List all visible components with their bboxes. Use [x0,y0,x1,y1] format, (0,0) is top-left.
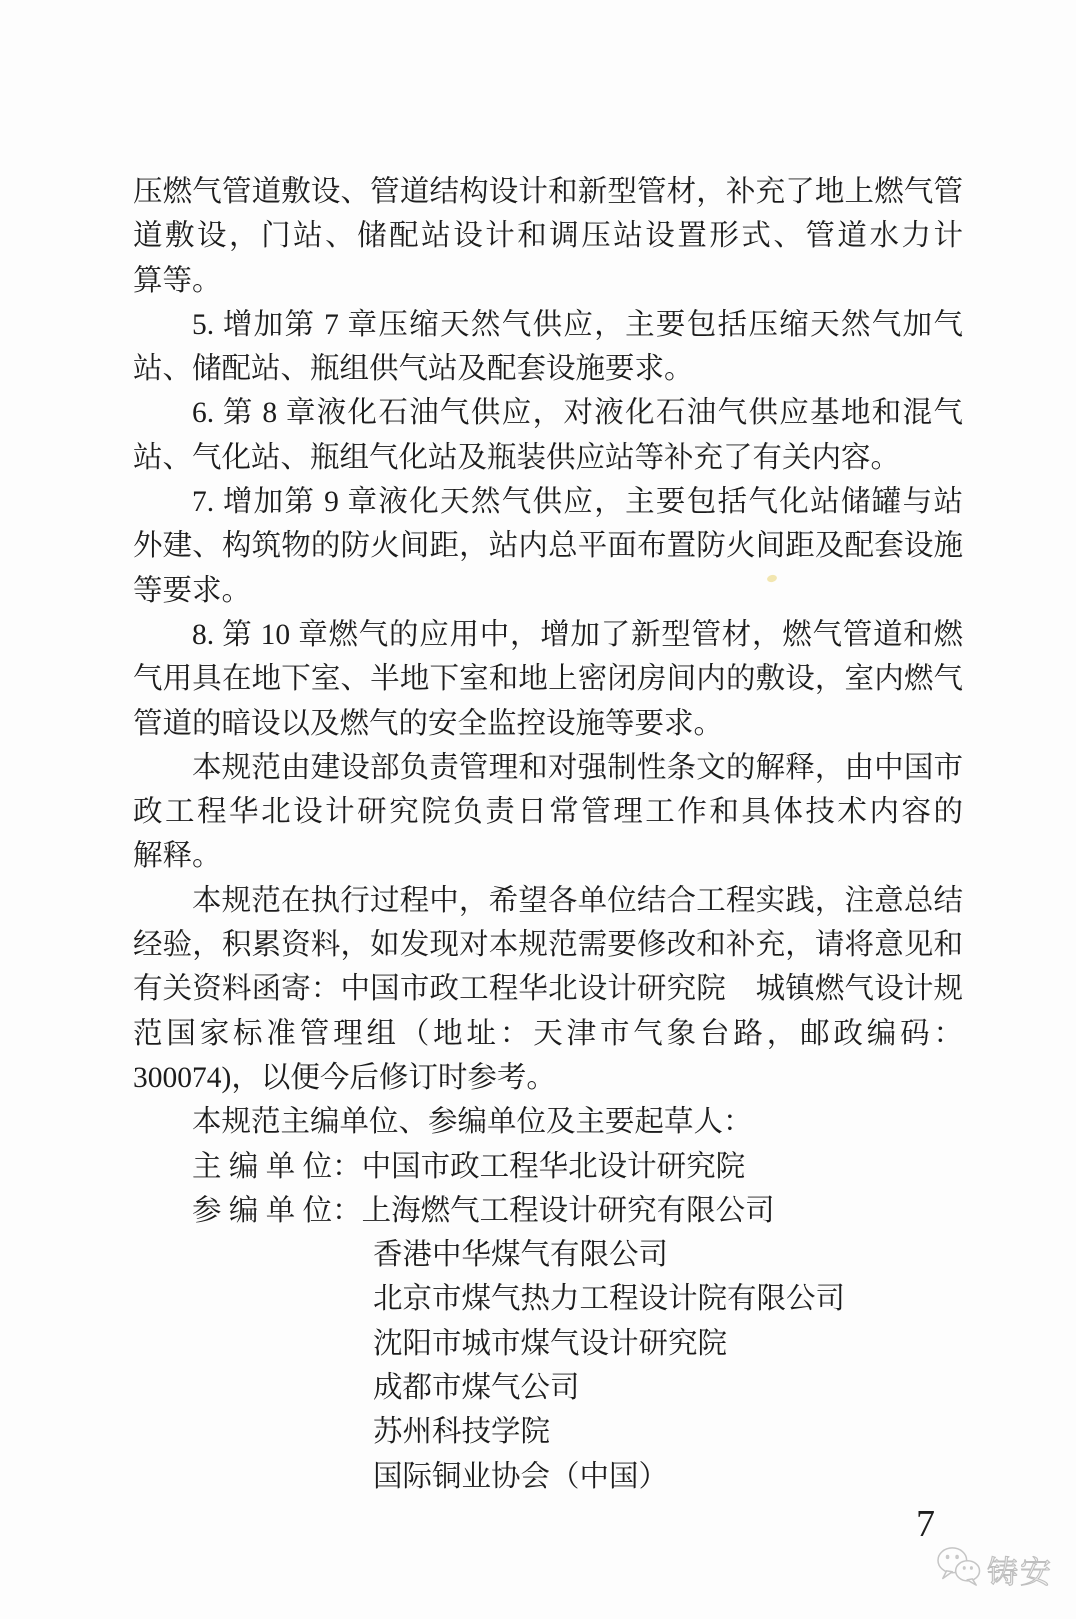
credit-line [373,1322,963,1366]
body-line: 政工程华北设计研究院负责日常管理工作和具体技术内容的 [133,796,963,829]
body-line: 8. 第 10 章燃气的应用中，增加了新型管材，燃气管道和燃 [192,618,963,651]
body-line: 范国家标准管理组（地址：天津市气象台路，邮政编码： [133,1017,963,1050]
text-block [133,170,963,1499]
body-line: 300074)，以便今后修订时参考。 [133,1061,556,1094]
watermark-label: 铸安 [987,1555,1053,1590]
body-line: 5. 增加第 7 章压缩天然气供应，主要包括压缩天然气加气 [192,308,963,341]
body-line: 有关资料函寄：中国市政工程华北设计研究院 城镇燃气设计规 [133,973,963,1006]
body-line: 站、储配站、瓶组供气站及配套设施要求。 [133,353,694,386]
wechat-icon [936,1546,982,1593]
credit-value: 北京市煤气热力工程设计院有限公司 [373,1283,846,1316]
body-line: 7. 增加第 9 章液化天然气供应，主要包括气化站储罐与站 [192,486,963,519]
credit-value: 中国市政工程华北设计研究院 [361,1150,746,1183]
credit-line [373,1410,963,1454]
body-line: 道敷设，门站、储配站设计和调压站设置形式、管道水力计 [133,220,963,253]
credit-value: 成都市煤气公司 [373,1372,580,1405]
credit-line [373,1233,963,1277]
body-line: 管道的暗设以及燃气的安全监控设施等要求。 [133,707,724,740]
body-line: 经验，积累资料，如发现对本规范需要修改和补充，请将意见和 [133,929,963,962]
credit-value: 苏州科技学院 [373,1416,551,1449]
credit-value: 上海燃气工程设计研究有限公司 [361,1194,775,1227]
credit-value: 沈阳市城市煤气设计研究院 [373,1327,728,1360]
body-line: 解释。 [133,840,222,873]
credit-line [133,1145,963,1189]
credit-line [133,1189,963,1233]
credit-line [373,1277,963,1321]
credit-line [373,1455,963,1499]
body-line: 本规范由建设部负责管理和对强制性条文的解释，由中国市 [192,751,963,784]
body-line: 6. 第 8 章液化石油气供应，对液化石油气供应基地和混气 [192,397,963,430]
body-line: 气用具在地下室、半地下室和地上密闭房间内的敷设，室内燃气 [133,663,963,696]
credit-value: 国际铜业协会（中国） [373,1460,669,1493]
body-line: 本规范主编单位、参编单位及主要起草人： [192,1106,753,1139]
page-number: 7 [916,1503,935,1545]
body-line: 等要求。 [133,574,252,607]
watermark [936,1546,1053,1593]
body-line: 本规范在执行过程中，希望各单位结合工程实践，注意总结 [192,884,963,917]
body-line: 站、气化站、瓶组气化站及瓶装供应站等补充了有关内容。 [133,441,901,474]
credit-label: 主 编 单 位： [192,1150,362,1183]
body-line: 算等。 [133,264,222,297]
body-line: 外建、构筑物的防火间距，站内总平面布置防火间距及配套设施 [133,530,963,563]
body-line: 压燃气管道敷设、管道结构设计和新型管材，补充了地上燃气管 [133,176,963,208]
credit-value: 香港中华煤气有限公司 [373,1239,669,1272]
credit-label: 参 编 单 位： [192,1194,362,1227]
credit-line [373,1366,963,1410]
